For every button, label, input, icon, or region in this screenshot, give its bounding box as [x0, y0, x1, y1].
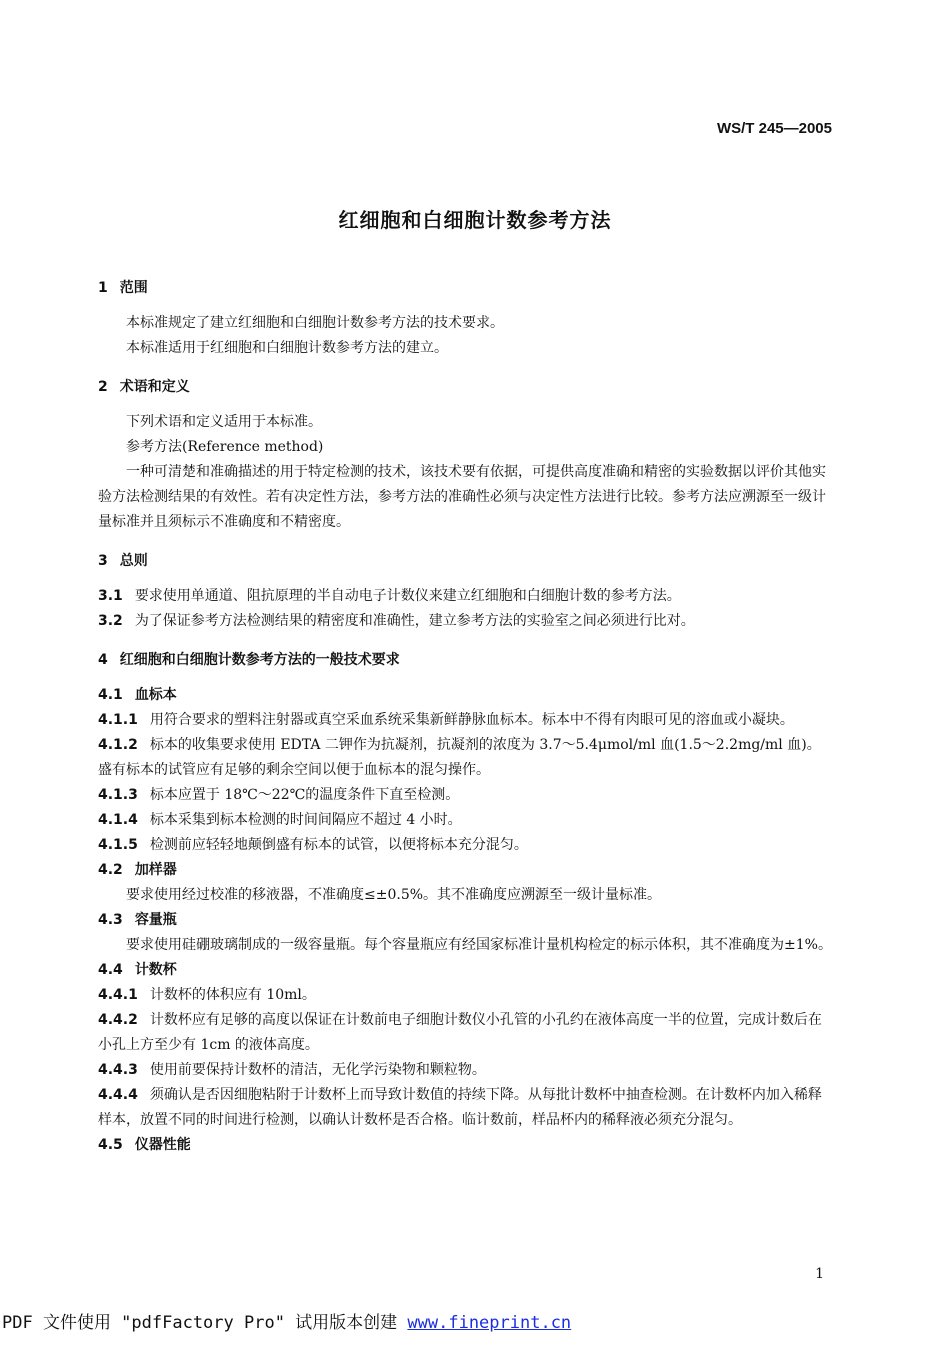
section-2-heading: 2 术语和定义 [98, 379, 190, 395]
term-definition: 一种可清楚和准确描述的用于特定检测的技术，该技术要有依据，可提供高度准确和精密的实验数据以评价其他实验方法检测结果的有效性。若有决定性方法，参考方法的准确性必须与决定性方法进行比较。参考方法应溯源至一级计量标准并且须标示不准确度和不精密度。 [98, 464, 826, 530]
clause-4-4-1: 4.4.1 计数杯的体积应有 10ml。 [98, 987, 316, 1003]
clause-4-1-5: 4.1.5 检测前应轻轻地颠倒盛有标本的试管，以便将标本充分混匀。 [98, 837, 528, 853]
clause-4-2-paragraph: 要求使用经过校准的移液器，不准确度≤±0.5%。其不准确度应溯源至一级计量标准。 [126, 887, 662, 903]
clause-4-4-heading: 4.4 计数杯 [98, 962, 177, 978]
footer-text: PDF 文件使用 "pdfFactory Pro" 试用版本创建 [2, 1313, 408, 1333]
section-1-heading: 1 范围 [98, 280, 148, 296]
clause-4-1-heading: 4.1 血标本 [98, 687, 177, 703]
pdf-footer [2, 1308, 571, 1333]
section-3-heading: 3 总则 [98, 553, 148, 569]
document-body [98, 276, 832, 1158]
clause-4-2-heading: 4.2 加样器 [98, 862, 177, 878]
document-title: 红细胞和白细胞计数参考方法 [338, 208, 612, 232]
clause-4-5-heading: 4.5 仪器性能 [98, 1137, 191, 1153]
section-1-paragraph: 本标准规定了建立红细胞和白细胞计数参考方法的技术要求。 [126, 315, 504, 331]
page-number: 1 [815, 1266, 824, 1282]
clause-4-4-4: 4.4.4 须确认是否因细胞粘附于计数杯上而导致计数值的持续下降。从每批计数杯中抽查检测。在计数杯内加入稀释样本，放置不同的时间进行检测，以确认计数杯是否合格。临计数前，样品杯内的稀释液必须充分混匀。 [98, 1087, 822, 1128]
section-2-paragraph: 下列术语和定义适用于本标准。 [126, 414, 322, 430]
clause-4-1-3: 4.1.3 标本应置于 18℃～22℃的温度条件下直至检测。 [98, 787, 460, 803]
footer-link[interactable]: www.fineprint.cn [407, 1313, 572, 1333]
clause-3-2: 3.2 为了保证参考方法检测结果的精密度和准确性，建立参考方法的实验室之间必须进行比对。 [98, 613, 695, 629]
clause-4-3-heading: 4.3 容量瓶 [98, 912, 177, 928]
section-4-heading: 4 红细胞和白细胞计数参考方法的一般技术要求 [98, 652, 400, 668]
section-1-paragraph: 本标准适用于红细胞和白细胞计数参考方法的建立。 [126, 340, 448, 356]
standard-code: WS/T 245—2005 [716, 120, 832, 137]
clause-4-3-paragraph: 要求使用硅硼玻璃制成的一级容量瓶。每个容量瓶应有经国家标准计量机构检定的标示体积，其不准确度为±1%。 [126, 937, 832, 953]
clause-4-4-2: 4.4.2 计数杯应有足够的高度以保证在计数前电子细胞计数仪小孔管的小孔约在液体高度一半的位置，完成计数后在小孔上方至少有 1cm 的液体高度。 [98, 1012, 822, 1053]
clause-4-1-4: 4.1.4 标本采集到标本检测的时间间隔应不超过 4 小时。 [98, 812, 462, 828]
term-heading: 参考方法(Reference method) [126, 439, 324, 455]
clause-3-1: 3.1 要求使用单通道、阻抗原理的半自动电子计数仪来建立红细胞和白细胞计数的参考方法。 [98, 588, 681, 604]
clause-4-4-3: 4.4.3 使用前要保持计数杯的清洁，无化学污染物和颗粒物。 [98, 1062, 486, 1078]
clause-4-1-1: 4.1.1 用符合要求的塑料注射器或真空采血系统采集新鲜静脉血标本。标本中不得有肉眼可见的溶血或小凝块。 [98, 712, 794, 728]
clause-4-1-2: 4.1.2 标本的收集要求使用 EDTA 二钾作为抗凝剂，抗凝剂的浓度为 3.7～5.4μmol/ml 血(1.5～2.2mg/ml 血)。盛有标本的试管应有足够的剩余空间以便于血标本的混匀操作。 [98, 737, 821, 778]
